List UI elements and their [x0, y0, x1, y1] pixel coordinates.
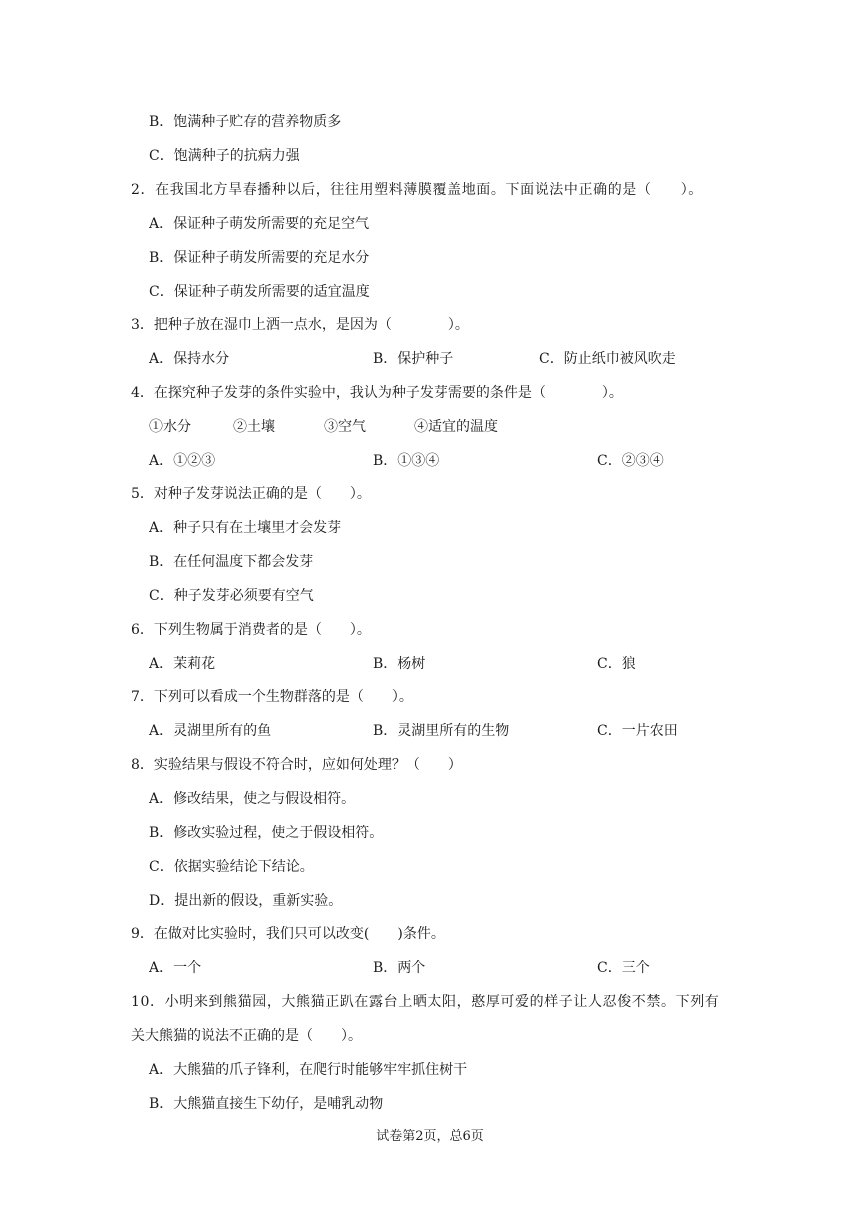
q7-option-c: C．一片农田: [597, 723, 678, 739]
q2-option-b: B．保证种子萌发所需要的充足水分: [149, 250, 370, 266]
q2-option-a: A．保证种子萌发所需要的充足空气: [149, 216, 370, 232]
question-8: 8．实验结果与假设不符合时，应如何处理？（ ）: [131, 757, 462, 773]
question-10-line-1: 10．小明来到熊猫园，大熊猫正趴在露台上晒太阳，憨厚可爱的样子让人忍俊不禁。下列有: [131, 994, 720, 1010]
q7-option-b: B．灵湖里所有的生物: [373, 723, 510, 739]
page-footer: 试卷第2页，总6页: [376, 1129, 484, 1144]
q10-option-b: B．大熊猫直接生下幼仔，是哺乳动物: [149, 1096, 384, 1112]
question-4: 4．在探究种子发芽的条件实验中，我认为种子发芽需要的条件是（ ）。: [131, 385, 623, 401]
q4-condition-2: ②土壤: [233, 419, 275, 435]
q8-option-c: C．依据实验结论下结论。: [149, 859, 314, 875]
question-10-line-2: 关大熊猫的说法不正确的是（ ）。: [131, 1028, 362, 1044]
q9-option-b: B．两个: [373, 960, 426, 976]
question-2: 2．在我国北方旱春播种以后，往往用塑料薄膜覆盖地面。下面说法中正确的是（ ）。: [131, 182, 703, 198]
q3-option-c: C．防止纸巾被风吹走: [539, 351, 676, 367]
q5-option-c: C．种子发芽必须要有空气: [149, 588, 314, 604]
q9-option-c: C．三个: [597, 960, 650, 976]
q4-option-b: B．①③④: [373, 453, 440, 469]
q1-option-b: B．饱满种子贮存的营养物质多: [149, 114, 342, 130]
question-5: 5．对种子发芽说法正确的是（ ）。: [131, 486, 371, 502]
question-6: 6．下列生物属于消费者的是（ ）。: [131, 622, 371, 638]
q2-option-c: C．保证种子萌发所需要的适宜温度: [149, 284, 370, 300]
q4-condition-4: ④适宜的温度: [414, 419, 498, 435]
question-9: 9．在做对比实验时，我们只可以改变( )条件。: [131, 926, 445, 942]
q7-option-a: A．灵湖里所有的鱼: [149, 723, 272, 739]
q8-option-d: D．提出新的假设，重新实验。: [149, 893, 343, 909]
q8-option-b: B．修改实验过程，使之于假设相符。: [149, 825, 384, 841]
q4-option-c: C．②③④: [597, 453, 664, 469]
q3-option-a: A．保持水分: [149, 351, 230, 367]
q1-option-c: C．饱满种子的抗病力强: [149, 148, 300, 164]
q4-option-a: A．①②③: [149, 453, 216, 469]
question-3: 3．把种子放在湿巾上洒一点水，是因为（ ）。: [131, 317, 469, 333]
q8-option-a: A．修改结果，使之与假设相符。: [149, 791, 356, 807]
q9-option-a: A．一个: [149, 960, 202, 976]
q6-option-b: B．杨树: [373, 656, 426, 672]
question-7: 7．下列可以看成一个生物群落的是（ ）。: [131, 689, 413, 705]
q10-option-a: A．大熊猫的爪子锋利，在爬行时能够牢牢抓住树干: [149, 1062, 468, 1078]
q5-option-b: B．在任何温度下都会发芽: [149, 554, 314, 570]
q4-condition-3: ③空气: [324, 419, 366, 435]
q5-option-a: A．种子只有在土壤里才会发芽: [149, 520, 342, 536]
q3-option-b: B．保护种子: [373, 351, 454, 367]
q4-condition-1: ①水分: [149, 419, 191, 435]
q6-option-a: A．茉莉花: [149, 656, 216, 672]
q6-option-c: C．狼: [597, 656, 636, 672]
